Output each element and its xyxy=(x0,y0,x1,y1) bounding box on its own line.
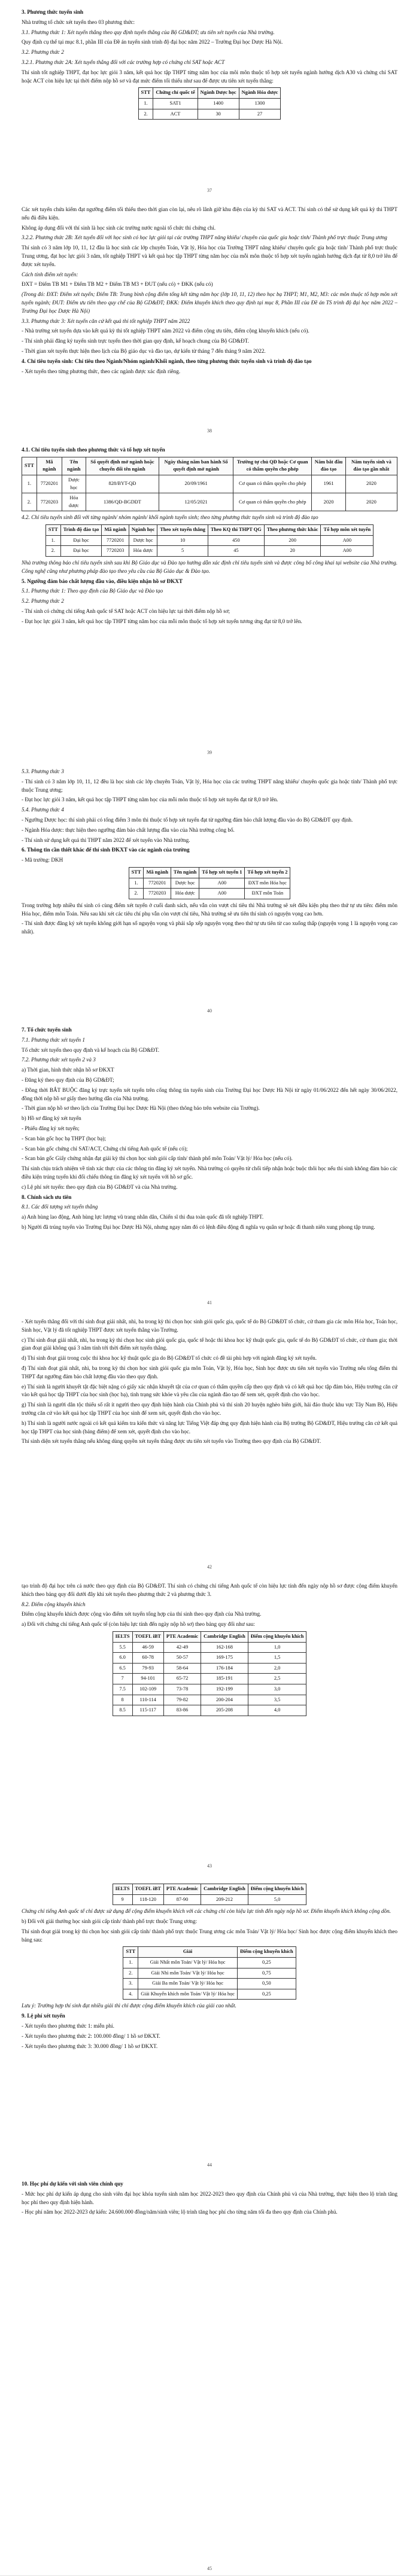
page-number: 43 xyxy=(207,1863,212,1869)
table-header-cell: Tổ hợp xét tuyển 2 xyxy=(245,867,290,878)
table-cell: 79-93 xyxy=(132,1663,163,1674)
paragraph: ĐXT = Điểm TB M1 + Điểm TB M2 + Điểm TB M3 + ĐUT (nếu có) + ĐKK (nếu có) xyxy=(22,281,213,288)
table-header-cell: Trường tự chủ QĐ hoặc Cơ quan có thẩm quyền cho phép xyxy=(233,457,312,475)
table-row xyxy=(138,98,281,109)
document-page xyxy=(0,1873,419,2172)
table-cell: 2,5 xyxy=(248,1674,306,1684)
table-cell: Giải Nhì môn Toán/ Vật lý/ Hóa học xyxy=(138,1968,238,1979)
table-row xyxy=(129,878,290,889)
paragraph: 7.2. Phương thức xét tuyển 2 và 3 xyxy=(22,1057,96,1063)
paragraph: e) Thí sinh là người khuyết tật đặc biệt nặng có giấy xác nhận khuyết tật của cơ quan có thẩm quyền cấp theo quy định và có kết quả học tập đảm bảo, Hiệu trưởng căn cứ vào kết quả học tập THPT của học sinh (học bạ), tình trạng sức khỏe và yêu cầu của ngành đào tạo để xem xét, quyết định cho vào học. xyxy=(22,1383,397,1398)
table-cell: 2. xyxy=(138,109,153,120)
data-table xyxy=(22,457,397,512)
table-row xyxy=(113,1663,306,1674)
table-header-cell: Tên ngành xyxy=(62,457,86,475)
paragraph: 4. Chỉ tiêu tuyển sinh: Chỉ tiêu theo Ngành/Nhóm ngành/Khối ngành, theo từng phương thức tuyển sinh và trình độ đào tạo xyxy=(22,358,312,364)
table-cell: 2. xyxy=(123,1968,138,1979)
table-header-cell: Tổ hợp xét tuyển 1 xyxy=(199,867,245,878)
table-cell: 50-57 xyxy=(163,1653,201,1664)
page-number: 41 xyxy=(207,1300,212,1305)
table-cell: Giải Nhất môn Toán/ Vật lý/ Hóa học xyxy=(138,1958,238,1968)
page-body xyxy=(0,438,419,626)
table-cell: 1300 xyxy=(239,98,281,109)
table-cell: Dược học xyxy=(62,475,86,493)
paragraph: - Scan bản gốc Giấy chứng nhận đạt giải kỳ thi chọn học sinh giỏi cấp tỉnh/ thành phố môn Toán/ Vật lý/ Hóa học (nếu có). xyxy=(22,1155,293,1162)
paragraph: 4.1. Chỉ tiêu tuyển sinh theo phương thức và tổ hợp xét tuyển xyxy=(22,447,165,453)
table-cell: 1400 xyxy=(198,98,239,109)
table-row xyxy=(45,535,373,546)
table-cell: 58-64 xyxy=(163,1663,201,1674)
table-cell: Hóa dược xyxy=(129,546,157,557)
paragraph: - Xét tuyển theo từng phương thức, theo các ngành được xác định riêng. xyxy=(22,368,181,374)
table-cell: 83-86 xyxy=(163,1705,201,1716)
table-cell: 73-78 xyxy=(163,1684,201,1695)
table-cell: Đại học xyxy=(60,546,102,557)
paragraph: Thí sinh đoạt giải trong kỳ thi chọn học sinh giỏi cấp tỉnh/ thành phố trực thuộc Trung ương các môn Toán/ Vật lý/ Hóa học/ Sinh học được cộng điểm khuyến khích theo bảng sau: xyxy=(22,1928,397,1943)
table-cell: 209-212 xyxy=(201,1894,248,1905)
paragraph: - Thí sinh được đăng ký xét tuyển không giới hạn số nguyện vọng và phải sắp xếp nguyện vọng theo thứ tự ưu tiên từ cao xuống thấp (nguyện vọng 1 là nguyện vọng cao nhất). xyxy=(22,920,397,935)
table-cell: 5.5 xyxy=(113,1642,132,1653)
paragraph: - Ngưỡng Dược học: thí sinh phải có tổng điểm 3 môn thi thuộc tổ hợp xét tuyển đạt từ ngưỡng đảm bảo chất lượng đầu vào do Bộ GD&ĐT quy định. xyxy=(22,816,353,823)
page-body xyxy=(0,759,419,936)
table-header-cell: STT xyxy=(123,1947,138,1958)
paragraph: - Xét tuyển thẳng đối với thí sinh đoạt giải nhất, nhì, ba trong kỳ thi chọn học sinh giỏi quốc gia, quốc tế do Bộ GD&ĐT tổ chức, cử tham gia các môn Hóa học, Toán học, Sinh học, Vật lý đã tốt nghiệp THPT được xét tuyển thẳng vào Trường. xyxy=(22,1318,397,1333)
table-cell: 115-117 xyxy=(132,1705,163,1716)
table-header-cell: Ngành Hóa dược xyxy=(239,88,281,99)
paragraph: a) Anh hùng lao động, Anh hùng lực lượng vũ trang nhân dân, Chiến sĩ thi đua toàn quốc đã tốt nghiệp THPT. xyxy=(22,1214,264,1220)
paragraph: c) Lệ phí xét tuyển: theo quy định của Bộ GD&ĐT và của Nhà trường. xyxy=(22,1183,178,1190)
table-cell: 5 xyxy=(157,546,208,557)
paragraph: - Scan bản gốc chứng chỉ SAT/ACT, Chứng chỉ tiếng Anh quốc tế (nếu có); xyxy=(22,1145,188,1152)
table-header-cell: Cambridge English xyxy=(201,1884,248,1895)
table-row xyxy=(113,1894,306,1905)
paragraph: Trong trường hợp nhiều thí sinh có cùng điểm xét tuyển ở cuối danh sách, nếu vẫn còn vượt chỉ tiêu thì Nhà trường sẽ xét điều kiện phụ theo thứ tự ưu tiên: điểm môn Hóa học, điểm môn Toán. Nếu sau khi xét các tiêu chí phụ vẫn còn vượt chỉ tiêu, Nhà trường sẽ ưu tiên thí sinh có nguyện vọng cao hơn. xyxy=(22,902,397,917)
page-number: 42 xyxy=(207,1564,212,1570)
page-number: 37 xyxy=(207,188,212,193)
table-cell: Giải Ba môn Toán/ Vật lý/ Hóa học xyxy=(138,1979,238,1989)
table-cell: 12/05/2021 xyxy=(159,493,233,511)
table-row xyxy=(123,1989,296,2000)
table-cell: 2020 xyxy=(345,493,397,511)
table-cell: 3,5 xyxy=(248,1695,306,1705)
table-cell: 176-184 xyxy=(201,1663,248,1674)
table-cell: Hóa dược xyxy=(62,493,86,511)
table-cell: 7 xyxy=(113,1674,132,1684)
paragraph: - Thí sinh có chứng chỉ tiếng Anh quốc tế SAT hoặc ACT còn hiệu lực tại thời điểm nộp hồ sơ; xyxy=(22,608,230,615)
table-header-cell: Chứng chỉ quốc tế xyxy=(153,88,198,99)
table-cell: SAT1 xyxy=(153,98,198,109)
table-cell: 110-114 xyxy=(132,1695,163,1705)
table-cell: 7720201 xyxy=(37,475,62,493)
paragraph: - Mức học phí dự kiến áp dụng cho sinh viên đại học khóa tuyển sinh năm học 2022-2023 theo quy định của Chính phủ và của Nhà trường, thực hiện theo lộ trình tăng học phí theo quy định hiện hành. xyxy=(22,2190,397,2205)
table-cell: 8 xyxy=(113,1695,132,1705)
table-cell: 42-49 xyxy=(163,1642,201,1653)
paragraph: - Thí sinh có 3 năm lớp 10, 11, 12 đều là học sinh các lớp chuyên Toán, Vật lý, Hóa học của các trường THPT năng khiếu/ chuyên quốc gia hoặc tỉnh/ Thành phố trực thuộc Trung ương; xyxy=(22,778,397,793)
data-table xyxy=(113,1884,307,1905)
document-page xyxy=(0,438,419,760)
table-cell: 60-78 xyxy=(132,1653,163,1664)
paragraph: Không áp dụng đối với thí sinh là học sinh các trường nước ngoài tổ chức thi chứng chỉ. xyxy=(22,224,216,231)
document-page xyxy=(0,1310,419,1574)
table-header-cell: Theo phương thức khác xyxy=(264,525,321,536)
table-cell: 2. xyxy=(129,889,144,899)
paragraph: 9. Lệ phí xét tuyển xyxy=(22,2013,65,2019)
paragraph: Thí sinh tốt nghiệp THPT, đạt học lực giỏi 3 năm, kết quả học tập THPT từng năm học của môi môn thuộc tổ hợp xét tuyển ngành hướng dịch A30 và chứng chỉ SAT hoặc ACT còn hiệu lực tại thời điểm nộp hồ sơ và đạt mức điểm tối thiểu như sau để được ưu tiên xét tuyển thẳng: xyxy=(22,69,397,84)
paragraph: 5.1. Phương thức 1: Theo quy định của Bộ Giáo dục và Đào tạo xyxy=(22,588,163,594)
table-cell: 7720201 xyxy=(144,878,171,889)
table-row xyxy=(123,1979,296,1989)
table-cell: 0,25 xyxy=(238,1989,296,2000)
paragraph: g) Thí sinh là người dân tộc thiểu số rất ít người theo quy định hiện hành của Chính phủ và thí sinh 20 huyện nghèo biên giới, hải đảo thuộc khu vực Tây Nam Bộ, Hiệu trưởng căn cứ vào kết quả học tập THPT của học sinh để xem xét, quyết định cho vào học. xyxy=(22,1402,397,1416)
table-header-cell: TOEFL iBT xyxy=(132,1631,163,1642)
paragraph: a) Thời gian, hình thức nhận hồ sơ ĐKXT xyxy=(22,1067,114,1073)
table-cell: 2020 xyxy=(312,493,346,511)
paragraph: - Xét tuyển theo phương thức 2: 100.000 đồng/ 1 hồ sơ ĐKXT. xyxy=(22,2032,160,2039)
table-header-cell: Mã ngành xyxy=(37,457,62,475)
table-cell: 8.5 xyxy=(113,1705,132,1716)
paragraph: Thí sinh có 3 năm lớp 10, 11, 12 đầu là học sinh các lớp chuyên Toán, Vật lý, Hóa học của Trường THPT năng khiếu/ chuyên quốc gia hoặc tỉnh/ Thành phố trực thuộc Trung ương, đạt học lực giỏi 3 năm, tốt nghiệp THPT và kết quả học tập THPT từng năm học của mỗi môn thuộc tổ hợp xét tuyển ngành hướng dịch đạt từ 8,0 trở lên để được xét tuyển. xyxy=(22,245,397,267)
paragraph: 5.4. Phương thức 4 xyxy=(22,807,64,813)
table-header-row xyxy=(138,88,281,99)
paragraph: 3.1. Phương thức 1: Xét tuyển thẳng theo quy định tuyển thẳng của Bộ GD&ĐT; ưu tiên xét tuyển của Nhà trường. xyxy=(22,29,275,35)
table-cell: 45 xyxy=(208,546,264,557)
paragraph: 7. Tổ chức tuyển sinh xyxy=(22,1027,72,1033)
paragraph: - Thí sinh phải đăng ký tuyển sinh trực tuyến theo thời gian quy định, kế hoạch chung của Bộ GD&ĐT. xyxy=(22,338,249,344)
table-cell: 1. xyxy=(138,98,153,109)
table-header-row xyxy=(113,1884,306,1895)
table-cell: 2. xyxy=(22,493,37,511)
table-row xyxy=(129,889,290,899)
table-cell: 1,5 xyxy=(248,1653,306,1664)
paragraph: (Trong đó: ĐXT: Điểm xét tuyển; Điểm TB: Trung bình cộng điểm tổng kết từng năm học (lớp 10, 11, 12) theo học bạ THPT; M1, M2, M3: các môn thuộc tổ hợp môn xét tuyển ngành; ĐUT: Điểm ưu tiên theo quy chế của Bộ GD&ĐT; ĐKK: Điểm khuyến khích theo quy định tại mục 8, Phần III của Đề án TS trình độ đại học năm 2022 – Trường Đại học Dược Hà Nội) xyxy=(22,291,397,314)
paragraph: - Thời gian xét tuyển thực hiện theo lịch của Bộ giáo dục và đào tạo, dự kiến từ tháng 7 đến tháng 9 năm 2022. xyxy=(22,347,266,354)
paragraph: - Học phí năm học 2022-2023 dự kiến: 24.600.000 đồng/năm/sinh viên; lộ trình tăng học phí cho từng năm tối đa theo quy định của Chính phủ. xyxy=(22,2209,338,2215)
page-number: 40 xyxy=(207,1008,212,1014)
paragraph: - Đạt học lực giỏi 3 năm, kết quả học tập THPT từng năm học của mỗi môn thuộc tổ hợp xét tuyển đạt từ 8,0 trở lên. xyxy=(22,796,278,803)
table-cell: 7720203 xyxy=(102,546,129,557)
table-cell: ĐXT môn Toán xyxy=(245,889,290,899)
paragraph: - Đồng thời BẮT BUỘC đăng ký trực tuyến xét tuyển trên cổng thông tin tuyển sinh của Trường Đại học Dược Hà Nội từ ngày 01/06/2022 đến hết ngày 30/06/2022, đồng thời nộp hồ sơ giấy theo hướng dẫn của Nhà trường. xyxy=(22,1086,397,1101)
table-header-cell: Cambridge English xyxy=(201,1631,248,1642)
document-page xyxy=(0,197,419,438)
table-cell: 46-59 xyxy=(132,1642,163,1653)
table-cell: Đại học xyxy=(60,535,102,546)
table-cell: 169-175 xyxy=(201,1653,248,1664)
table-cell: 7720203 xyxy=(144,889,171,899)
table-cell: A00 xyxy=(321,546,374,557)
table-cell: 3. xyxy=(123,1979,138,1989)
table-cell: 1. xyxy=(129,878,144,889)
table-cell: Dược học xyxy=(171,878,199,889)
table-row xyxy=(113,1684,306,1695)
table-header-cell: Điểm cộng khuyến khích xyxy=(248,1631,306,1642)
table-row xyxy=(45,546,373,557)
page-number: 44 xyxy=(207,2162,212,2168)
paragraph: - Đăng ký theo quy định của Bộ GD&ĐT; xyxy=(22,1076,114,1083)
page-body xyxy=(0,1310,419,1446)
table-header-cell: Theo KQ thi THPT QG xyxy=(208,525,264,536)
table-cell: Giải Khuyến khích môn Toán/ Vật lý/ Hóa học xyxy=(138,1989,238,2000)
table-cell: 1386/QĐ-BGDĐT xyxy=(86,493,159,511)
paragraph: 3.3. Phương thức 3: Xét tuyển căn cứ kết quả thi tốt nghiệp THPT năm 2022 xyxy=(22,318,190,324)
table-cell: 20 xyxy=(264,546,321,557)
table-cell: 205-208 xyxy=(201,1705,248,1716)
paragraph: 8.1. Các đối tượng xét tuyển thẳng xyxy=(22,1204,98,1210)
table-cell: Dược học xyxy=(129,535,157,546)
paragraph: - Mã trường: DKH xyxy=(22,857,63,863)
table-cell: ACT xyxy=(153,109,198,120)
table-cell: 200-204 xyxy=(201,1695,248,1705)
paragraph: Điểm cộng khuyến khích được cộng vào điểm xét tuyển tổng hợp của thí sinh theo quy định của Nhà trường. xyxy=(22,1611,262,1617)
paragraph: 3.2.2. Phương thức 2B: Xét tuyển đối với học sinh có học lực giỏi tại các trường THPT năng khiếu/ chuyên của quốc gia hoặc tỉnh/ Thành phố trực thuộc Trung ương xyxy=(22,234,387,241)
table-cell: 94-101 xyxy=(132,1674,163,1684)
table-cell: Cơ quan có thẩm quyền cho phép xyxy=(233,475,312,493)
table-cell: 2. xyxy=(45,546,60,557)
paragraph: b) Hồ sơ đăng ký xét tuyển xyxy=(22,1115,81,1122)
table-cell: 4,0 xyxy=(248,1705,306,1716)
table-header-row xyxy=(113,1631,306,1642)
table-cell: 828/BYT-QĐ xyxy=(86,475,159,493)
table-header-cell: Tên ngành xyxy=(171,867,199,878)
page-body xyxy=(0,0,419,120)
paragraph: - Đạt học lực giỏi 3 năm, kết quả học tập THPT từng năm học của mỗi môn thuộc tổ hợp xét tuyển tương ứng đạt từ 8,0 trở lên. xyxy=(22,618,302,624)
paragraph: đ) Thí sinh đoạt giải nhất, nhì, ba trong kỳ thi chọn học sinh giỏi quốc gia môn Toán, Vật lý, Hóa học, Sinh học được ưu tiên xét tuyển vào Trường nếu tổng điểm thi THPT đạt ngưỡng đảm bảo chất lượng đầu vào theo quy định. xyxy=(22,1365,397,1379)
table-cell: 2020 xyxy=(345,475,397,493)
table-cell: 1. xyxy=(123,1958,138,1968)
table-cell: 102-109 xyxy=(132,1684,163,1695)
table-header-cell: STT xyxy=(129,867,144,878)
table-row xyxy=(123,1968,296,1979)
paragraph: 3. Phương thức tuyển sinh xyxy=(22,9,84,15)
paragraph: Nhà trường thông báo chỉ tiêu tuyển sinh sau khi Bộ Giáo dục và Đào tạo hướng dẫn xác định chỉ tiêu tuyển sinh và được công bố công khai tại website của Nhà trường. Công nghệ cũng như phương pháp đào tạo theo yêu cầu của Bộ Giáo dục & Đào tạo. xyxy=(22,560,397,574)
paragraph: - Ngành Hóa dược: thực hiện theo ngưỡng đảm bảo chất lượng đầu vào của Nhà trường công bố. xyxy=(22,826,235,833)
table-cell: 0,50 xyxy=(238,1979,296,1989)
table-cell: 1961 xyxy=(312,475,346,493)
table-cell: A00 xyxy=(199,878,245,889)
paragraph: Thí sinh diện xét tuyển thẳng nếu không dùng quyền xét tuyển thẳng được ưu tiên xét tuyển vào Trường theo quy định của Bộ GD&ĐT. xyxy=(22,1438,321,1445)
document-page xyxy=(0,759,419,1018)
table-cell: 200 xyxy=(264,535,321,546)
table-header-row xyxy=(45,525,373,536)
table-cell: 1,0 xyxy=(248,1642,306,1653)
table-cell: 27 xyxy=(239,109,281,120)
table-cell: 20/09/1961 xyxy=(159,475,233,493)
page-number: 39 xyxy=(207,750,212,755)
table-cell: 6.5 xyxy=(113,1663,132,1674)
page-body xyxy=(0,1018,419,1232)
table-cell: 9 xyxy=(113,1894,132,1905)
paragraph: Cách tính điểm xét tuyển: xyxy=(22,271,78,277)
table-row xyxy=(113,1705,306,1716)
table-header-cell: Theo xét tuyển thẳng xyxy=(157,525,208,536)
table-header-row xyxy=(129,867,290,878)
paragraph: 4.2. Chỉ tiêu tuyển sinh đối với từng ngành/ nhóm ngành/ khối ngành tuyển sinh; theo từng phương thức tuyển sinh và trình độ đào tạo xyxy=(22,514,318,521)
paragraph: - Nhà trường xét tuyển dựa vào kết quả kỳ thi tốt nghiệp THPT năm 2022 và điểm cộng ưu tiên, điểm cộng khuyến khích (nếu có). xyxy=(22,328,309,334)
table-header-cell: IELTS xyxy=(113,1631,132,1642)
paragraph: d) Thí sinh đoạt giải trong cuộc thi khoa học kỹ thuật quốc gia do Bộ GD&ĐT tổ chức có đề tài phù hợp với ngành đăng ký xét tuyển. xyxy=(22,1355,317,1362)
paragraph: - Thí sinh sử dụng kết quả thi THPT năm 2022 để xét tuyển vào Nhà trường. xyxy=(22,837,190,843)
table-cell: 7.5 xyxy=(113,1684,132,1695)
page-number: 45 xyxy=(207,2566,212,2571)
document-page xyxy=(0,0,419,198)
table-header-cell: IELTS xyxy=(113,1884,132,1895)
table-row xyxy=(113,1674,306,1684)
paragraph: Nhà trường tổ chức xét tuyển theo 03 phương thức: xyxy=(22,19,135,25)
table-header-cell: STT xyxy=(45,525,60,536)
data-table xyxy=(45,524,374,557)
table-cell: 79-82 xyxy=(163,1695,201,1705)
table-cell: 1. xyxy=(22,475,37,493)
document-page xyxy=(0,1018,419,1310)
paragraph: tạo trình độ đại học trên cả nước theo quy định của Bộ GD&ĐT. Thí sinh có chứng chỉ tiếng Anh quốc tế còn hiệu lực tính đến ngày nộp hồ sơ được cộng điểm khuyến khích theo bảng quy đổi dưới đây khi xét tuyển theo phương thức 2 và phương thức 3. xyxy=(22,1583,397,1597)
table-header-cell: Ngày tháng năm ban hành Số quyết định mở ngành xyxy=(159,457,233,475)
page-body xyxy=(0,2172,419,2217)
table-header-cell: PTE Academic xyxy=(163,1884,201,1895)
table-cell: 30 xyxy=(198,109,239,120)
document-page xyxy=(0,1574,419,1873)
table-header-cell: STT xyxy=(22,457,37,475)
table-header-cell: Năm bắt đầu đào tạo xyxy=(312,457,346,475)
paragraph: Thí sinh chịu trách nhiệm về tính xác thực của các thông tin đăng ký xét tuyển. Nhà trường có quyền từ chối tiếp nhận hoặc buộc thôi học nếu thí sinh không đảm bảo các điều kiện trúng tuyển khi đối chiếu thông tin đăng ký xét tuyển với hồ sơ gốc. xyxy=(22,1165,397,1180)
paragraph: - Xét tuyển theo phương thức 3: 30.000 đồng/ 1 hồ sơ ĐKXT. xyxy=(22,2043,158,2049)
table-cell: 2,0 xyxy=(248,1663,306,1674)
paragraph: h) Thí sinh là người nước ngoài có kết quả kiểm tra kiến thức và năng lực Tiếng Việt đáp ứng quy định hiện hành của Bộ trưởng Bộ GD&ĐT, Hiệu trưởng căn cứ kết quả học tập THPT của học sinh (bảng điểm) để xem xét, quyết định cho vào học. xyxy=(22,1420,397,1434)
data-table xyxy=(113,1631,307,1716)
data-table xyxy=(123,1946,296,2000)
page-body xyxy=(0,197,419,376)
table-header-cell: Ngành Dược học xyxy=(198,88,239,99)
paragraph: Quy định cụ thể tại mục 8.1, phần III của Đề án tuyển sinh trình độ đại học năm 2022 – Trường Đại học Dược Hà Nội. xyxy=(22,39,283,45)
table-header-row xyxy=(123,1947,296,1958)
table-cell: Cơ quan có thẩm quyền cho phép xyxy=(233,493,312,511)
table-cell: 7720201 xyxy=(102,535,129,546)
table-row xyxy=(113,1695,306,1705)
table-cell: A00 xyxy=(321,535,374,546)
page-body xyxy=(0,1574,419,1716)
table-header-cell: STT xyxy=(138,88,153,99)
paragraph: 5.2. Phương thức 2 xyxy=(22,598,64,605)
table-row xyxy=(22,493,397,511)
document-page xyxy=(0,2172,419,2576)
table-cell: 4. xyxy=(123,1989,138,2000)
paragraph: a) Đối với chứng chỉ tiếng Anh quốc tế (còn hiệu lực tính đến ngày nộp hồ sơ) theo bảng quy đổi như sau: xyxy=(22,1621,255,1628)
data-table xyxy=(138,87,281,120)
table-cell: Hóa dược xyxy=(171,889,199,899)
table-cell: 1. xyxy=(45,535,60,546)
table-row xyxy=(113,1653,306,1664)
table-cell: 5,0 xyxy=(248,1894,306,1905)
table-header-cell: Điểm cộng khuyến khích xyxy=(248,1884,306,1895)
paragraph: 5. Ngưỡng đảm bảo chất lượng đầu vào, điều kiện nhận hồ sơ ĐKXT xyxy=(22,578,183,584)
paragraph: Chứng chỉ tiếng Anh quốc tế chỉ được sử dụng để cộng điểm khuyến khích với các chứng chỉ còn hiệu lực tính đến ngày nộp hồ sơ. Điểm khuyến khích không cộng dồn. xyxy=(22,1908,391,1915)
table-row xyxy=(113,1642,306,1653)
table-header-cell: Mã ngành xyxy=(144,867,171,878)
table-header-cell: Năm tuyển sinh và đào tạo gần nhất xyxy=(345,457,397,475)
table-cell: 7720203 xyxy=(37,493,62,511)
paragraph: - Scan bản gốc học bạ THPT (học bạ); xyxy=(22,1135,107,1142)
table-cell: 0,75 xyxy=(238,1968,296,1979)
table-cell: 65-72 xyxy=(163,1674,201,1684)
paragraph: 8.2. Điểm cộng khuyến khích xyxy=(22,1601,86,1607)
table-cell: 185-191 xyxy=(201,1674,248,1684)
table-cell: 6.0 xyxy=(113,1653,132,1664)
paragraph: 7.1. Phương thức xét tuyển 1 xyxy=(22,1036,86,1043)
table-header-cell: Tổ hợp môn xét tuyển xyxy=(321,525,374,536)
table-cell: 10 xyxy=(157,535,208,546)
table-cell: ĐXT môn Hóa học xyxy=(245,878,290,889)
paragraph: Tổ chức xét tuyển theo quy định và kế hoạch của Bộ GD&ĐT. xyxy=(22,1046,160,1053)
table-header-cell: Điểm cộng khuyến khích xyxy=(238,1947,296,1958)
paragraph: Các xét tuyển chứa kiểm đạt ngưỡng điểm tối thiểu theo thời gian còn lại, nêu rõ lãnh giữ khu điện của kỳ thi SAT và ACT. Thí sinh có thể sử dụng kết quả kỳ thi THPT nếu đủ điều kiện. xyxy=(22,206,397,221)
paragraph: c) Thí sinh đoạt giải nhất, nhì, ba trong kỳ thi chọn học sinh giỏi quốc gia, quốc tế hoặc thi khoa học kỹ thuật quốc gia, quốc tế do Bộ GD&ĐT tổ chức, cử tham gia; thời gian đoạt giải không quá 3 năm tính tới thời điểm xét tuyển thẳng. xyxy=(22,1336,397,1351)
paragraph: 3.2. Phương thức 2 xyxy=(22,49,64,56)
paragraph: 10. Học phí dự kiến với sinh viên chính quy xyxy=(22,2181,123,2187)
table-cell: 450 xyxy=(208,535,264,546)
table-row xyxy=(123,1958,296,1968)
paragraph: 6. Thông tin cần thiết khác để thí sinh ĐKXT vào các ngành của trường xyxy=(22,847,190,853)
page-number: 38 xyxy=(207,428,212,434)
table-cell: 87-90 xyxy=(163,1894,201,1905)
table-cell: 162-168 xyxy=(201,1642,248,1653)
table-header-cell: PTE Academic xyxy=(163,1631,201,1642)
table-header-cell: Giải xyxy=(138,1947,238,1958)
paragraph: b) Đối với giải thưởng học sinh giỏi cấp tỉnh/ thành phố trực thuộc Trung ương: xyxy=(22,1918,198,1925)
paragraph: - Phiếu đăng ký xét tuyển; xyxy=(22,1125,80,1131)
table-cell: 118-120 xyxy=(132,1894,163,1905)
table-row xyxy=(138,109,281,120)
paragraph: Lưu ý: Trường hợp thí sinh đạt nhiều giải thì chỉ được cộng điểm khuyến khích của giải cao nhất. xyxy=(22,2003,236,2009)
paragraph: 5.3. Phương thức 3 xyxy=(22,768,64,774)
page-body xyxy=(0,1873,419,2050)
table-cell: 3,0 xyxy=(248,1684,306,1695)
paragraph: - Thời gian nộp hồ sơ theo lịch của Trường Đại học Dược Hà Nội (theo thông báo trên website của Trường). xyxy=(22,1105,260,1112)
table-cell: 0,25 xyxy=(238,1958,296,1968)
table-header-cell: Mã ngành xyxy=(102,525,129,536)
table-row xyxy=(22,475,397,493)
table-header-row xyxy=(22,457,397,475)
table-cell: A00 xyxy=(199,889,245,899)
paragraph: b) Người đã trúng tuyển vào Trường Đại học Dược Hà Nội, nhưng ngay năm đó có lệnh điều động đi nghĩa vụ quân sự hoặc đi thanh niên xung phong tập trung. xyxy=(22,1223,375,1230)
paragraph: 3.2.1. Phương thức 2A: Xét tuyển thẳng đối với các trường hợp có chứng chỉ SAT hoặc ACT xyxy=(22,59,225,65)
table-header-cell: TOEFL iBT xyxy=(132,1884,163,1895)
data-table xyxy=(129,867,291,899)
table-header-cell: Số quyết định mở ngành hoặc chuyển đổi tên ngành xyxy=(86,457,159,475)
paragraph: - Xét tuyển theo phương thức 1: miễn phí. xyxy=(22,2023,114,2029)
table-header-cell: Ngành học xyxy=(129,525,157,536)
paragraph: 8. Chính sách ưu tiên xyxy=(22,1194,72,1200)
table-header-cell: Trình độ đào tạo xyxy=(60,525,102,536)
table-cell: 192-199 xyxy=(201,1684,248,1695)
